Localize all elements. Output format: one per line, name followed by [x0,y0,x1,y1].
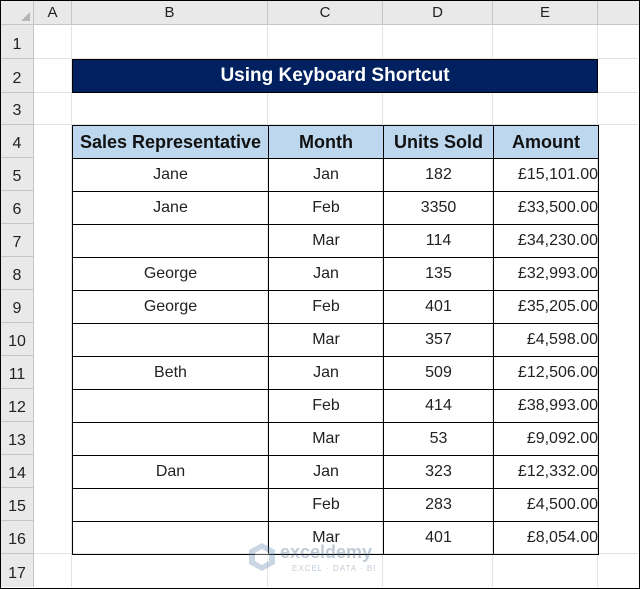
table-row [73,390,599,423]
cell-sales-rep[interactable]: George [73,291,269,324]
cell-month[interactable]: Jan [269,456,384,489]
cell-units-sold[interactable]: 53 [384,423,494,456]
row-header-16[interactable]: 16 [1,521,34,554]
cell-units-sold[interactable]: 283 [384,489,494,522]
column-header-c[interactable]: C [268,1,383,25]
cell-amount[interactable]: £4,598.00 [494,324,599,357]
column-header-blank [598,1,639,25]
cell-units-sold[interactable]: 509 [384,357,494,390]
cell-units-sold[interactable]: 323 [384,456,494,489]
cell-sales-rep[interactable]: George [73,258,269,291]
column-header-e[interactable]: E [493,1,598,25]
cell-amount[interactable]: £34,230.00 [494,225,599,258]
cell-amount[interactable]: £9,092.00 [494,423,599,456]
select-all-corner[interactable] [1,1,34,25]
watermark [248,540,398,576]
cell-amount[interactable]: £33,500.00 [494,192,599,225]
row-header-15[interactable]: 15 [1,488,34,521]
row-header-10[interactable]: 10 [1,323,34,356]
row-header-5[interactable]: 5 [1,158,34,191]
row-header-13[interactable]: 13 [1,422,34,455]
page-title[interactable]: Using Keyboard Shortcut [72,59,598,93]
cell-amount[interactable]: £32,993.00 [494,258,599,291]
cell-units-sold[interactable]: 414 [384,390,494,423]
select-all-triangle-icon [21,12,30,21]
cell-amount[interactable]: £15,101.00 [494,159,599,192]
row-header-6[interactable]: 6 [1,191,34,224]
table-row [73,357,599,390]
cell-units-sold[interactable]: 357 [384,324,494,357]
cell-month[interactable]: Mar [269,423,384,456]
header-month[interactable]: Month [269,126,384,159]
cell-month[interactable]: Feb [269,489,384,522]
cell-units-sold[interactable]: 135 [384,258,494,291]
cell-sales-rep[interactable] [73,390,269,423]
cell-month[interactable]: Jan [269,258,384,291]
row-header-3[interactable]: 3 [1,93,34,125]
cell-month[interactable]: Mar [269,225,384,258]
cell-month[interactable]: Mar [269,522,384,555]
table-row [73,258,599,291]
cell-sales-rep[interactable]: Dan [73,456,269,489]
cell-amount[interactable]: £35,205.00 [494,291,599,324]
cell-amount[interactable]: £4,500.00 [494,489,599,522]
cell-amount[interactable]: £38,993.00 [494,390,599,423]
row-header-14[interactable]: 14 [1,455,34,488]
sales-table [72,125,599,555]
cell-month[interactable]: Feb [269,291,384,324]
cell-units-sold[interactable]: 182 [384,159,494,192]
table-header-row [73,126,599,159]
exceldemy-logo-icon [248,542,276,572]
cell-month[interactable]: Feb [269,192,384,225]
header-amount[interactable]: Amount [494,126,599,159]
row-header-9[interactable]: 9 [1,290,34,323]
column-header-b[interactable]: B [72,1,268,25]
table-row [73,192,599,225]
row-header-7[interactable]: 7 [1,224,34,257]
header-sales-representative[interactable]: Sales Representative [73,126,269,159]
cell-month[interactable]: Feb [269,390,384,423]
cell-amount[interactable]: £12,332.00 [494,456,599,489]
cell-sales-rep[interactable] [73,225,269,258]
cell-units-sold[interactable]: 401 [384,522,494,555]
cell-units-sold[interactable]: 114 [384,225,494,258]
table-row [73,423,599,456]
table-row [73,489,599,522]
cell-sales-rep[interactable] [73,522,269,555]
row-header-4[interactable]: 4 [1,125,34,158]
row-header-12[interactable]: 12 [1,389,34,422]
cell-sales-rep[interactable]: Beth [73,357,269,390]
cell-units-sold[interactable]: 401 [384,291,494,324]
cell-month[interactable]: Jan [269,357,384,390]
watermark-tagline: EXCEL · DATA · BI [292,564,377,573]
table-row [73,456,599,489]
cell-sales-rep[interactable]: Jane [73,192,269,225]
header-units-sold[interactable]: Units Sold [384,126,494,159]
cell-units-sold[interactable]: 3350 [384,192,494,225]
cell-sales-rep[interactable]: Jane [73,159,269,192]
table-row [73,324,599,357]
row-header-8[interactable]: 8 [1,257,34,290]
cell-sales-rep[interactable] [73,423,269,456]
column-header-d[interactable]: D [383,1,493,25]
table-row [73,291,599,324]
cell-sales-rep[interactable] [73,489,269,522]
row-header-17[interactable]: 17 [1,554,34,587]
cell-month[interactable]: Jan [269,159,384,192]
cell-sales-rep[interactable] [73,324,269,357]
cell-amount[interactable]: £12,506.00 [494,357,599,390]
row-header-2[interactable]: 2 [1,59,34,93]
column-header-a[interactable]: A [34,1,72,25]
row-header-1[interactable]: 1 [1,25,34,59]
row-header-11[interactable]: 11 [1,356,34,389]
cell-month[interactable]: Mar [269,324,384,357]
watermark-brand: exceldemy [280,542,373,562]
cell-amount[interactable]: £8,054.00 [494,522,599,555]
table-row [73,225,599,258]
table-row [73,159,599,192]
